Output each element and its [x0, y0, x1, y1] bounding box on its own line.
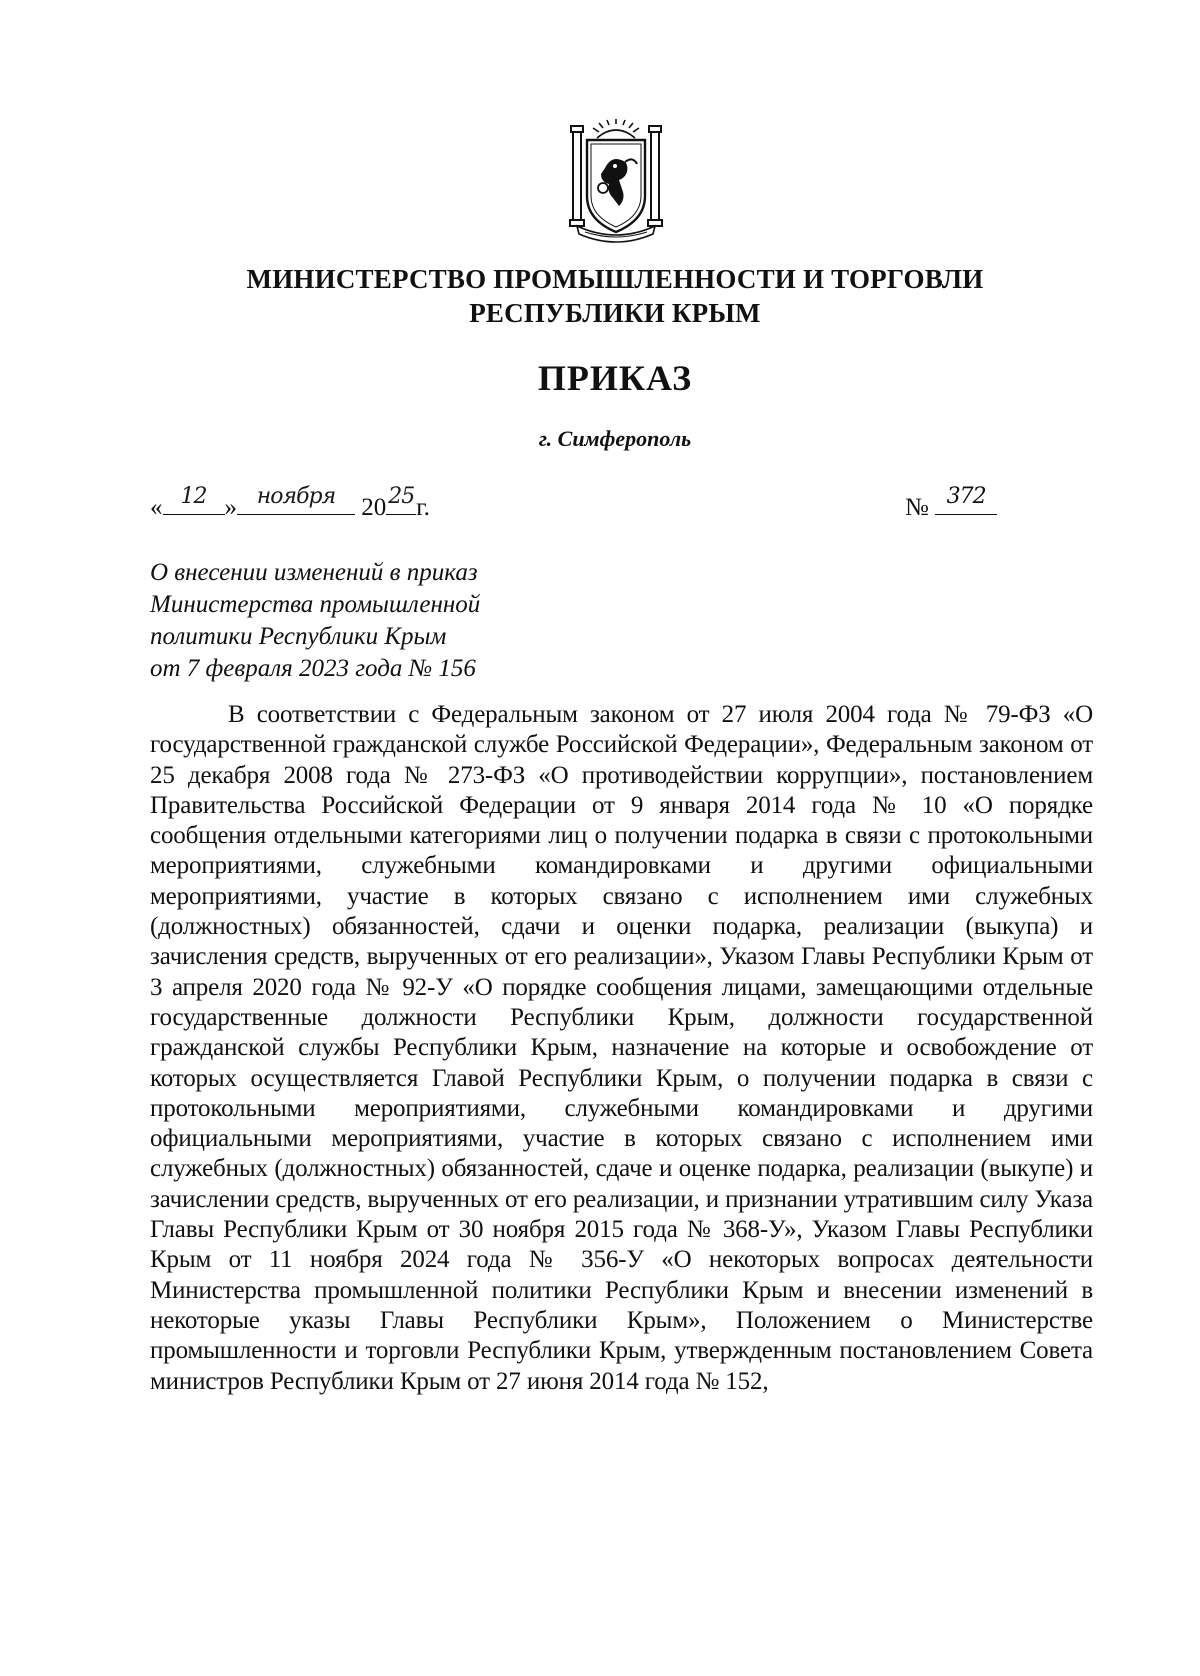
document-type-title: ПРИКАЗ: [537, 358, 693, 398]
order-number-handwritten: 372: [946, 484, 986, 509]
subject-line2: Министерства промышленной: [150, 591, 481, 618]
order-number-label: №: [905, 494, 929, 521]
date-day-field: [163, 484, 225, 515]
date-year-handwritten: 25: [388, 484, 415, 509]
city-line: г. Симферополь: [538, 426, 692, 451]
date-open-quote: «: [150, 494, 163, 521]
preamble-paragraph: В соответствии с Федеральным законом от 27 июля 2004 года № 79-ФЗ «О государственной гражданской службе Российской Федерации», Федеральным законом от 25 декабря 2008 года № 273-ФЗ «О противодействии коррупции», постановлением Правительства Российской Федерации от 9 января 2014 года № 10 «О порядке сообщения отдельными категориями лиц о получении подарка в связи с протокольными мероприятиями, служебными командировками и другими официальными мероприятиями, участие в которых связано с исполнением ими служебных (должностных) обязанностей, сдачи и оценки подарка, реализации (выкупа) и зачисления средств, вырученных от его реализации», Указом Главы Республики Крым от 3 апреля 2020 года № 92-У «О порядке сообщения лицами, замещающими отдельные государственные должности Республики Крым, должности государственной гражданской службы Республики Крым, назначение на которые и освобождение от которых осуществляется Главой Республики Крым, о получении подарка в связи с протокольными мероприятиями, служебными командировками и другими официальными мероприятиями, участие в которых связано с исполнением ими служебных (должностных) обязанностей, сдаче и оценке подарка, реализации (выкупе) и зачислении средств, вырученных от его реализации, и признании утратившим силу Указа Главы Республики Крым от 30 ноября 2015 года № 368-У», Указом Главы Республики Крым от 11 ноября 2024 года № 356-У «О некоторых вопросах деятельности Министерства промышленной политики Республики Крым и внесении изменений в некоторые указы Главы Республики Крым», Положением о Министерстве промышленности и торговли Республики Крым, утвержденным постановлением Совета министров Республики Крым от 27 июня 2014 года № 152,: [150, 701, 1093, 1395]
date-year-unit: г.: [416, 494, 430, 521]
date-day-handwritten: 12: [180, 484, 207, 509]
ministry-name: [0, 262, 1200, 330]
order-number-field: [935, 484, 997, 515]
subject-line4: от 7 февраля 2023 года № 156: [150, 655, 476, 682]
ministry-name-line2: РЕСПУБЛИКИ КРЫМ: [469, 298, 761, 328]
date-year-field: [386, 484, 416, 515]
ministry-name-line1: МИНИСТЕРСТВО ПРОМЫШЛЕННОСТИ И ТОРГОВЛИ: [246, 264, 984, 294]
subject-line3: политики Республики Крым: [150, 623, 447, 650]
date-line: [150, 484, 430, 523]
subject-line1: О внесении изменений в приказ: [150, 559, 478, 586]
date-month-handwritten: ноября: [256, 484, 336, 509]
order-number-line: [905, 484, 997, 523]
date-month-field: [237, 484, 355, 515]
order-subject: [150, 557, 550, 685]
date-year-prefix: 20: [361, 494, 387, 521]
date-close-quote: »: [224, 494, 237, 521]
crimea-coat-of-arms-icon: [567, 118, 665, 244]
